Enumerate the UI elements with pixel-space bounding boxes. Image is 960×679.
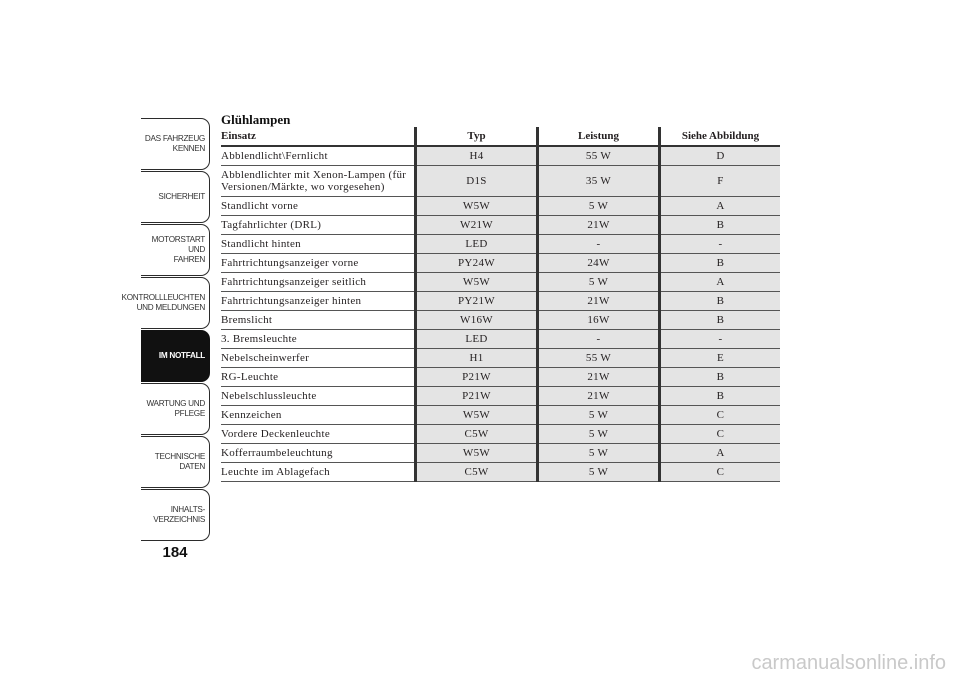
cell-abbildung: A [660,273,781,292]
cell-einsatz: Bremslicht [221,311,416,330]
cell-einsatz: Nebelscheinwerfer [221,349,416,368]
cell-abbildung: D [660,146,781,166]
table-row [221,444,780,463]
cell-typ: W5W [416,444,538,463]
tab-das-fahrzeug-kennen[interactable]: DAS FAHRZEUG KENNEN [141,118,210,170]
table-row [221,311,780,330]
cell-abbildung: B [660,292,781,311]
tab-kontrollleuchten[interactable]: KONTROLLLEUCHTEN UND MELDUNGEN [141,277,210,329]
cell-leistung: 21W [538,368,660,387]
cell-einsatz: Fahrtrichtungsanzeiger hinten [221,292,416,311]
cell-typ: W5W [416,273,538,292]
tab-im-notfall[interactable]: IM NOTFALL [141,330,210,382]
tab-sicherheit[interactable]: SICHERHEIT [141,171,210,223]
table-row [221,146,780,166]
table-row [221,425,780,444]
cell-leistung: 16W [538,311,660,330]
cell-einsatz: Vordere Deckenleuchte [221,425,416,444]
cell-leistung: 21W [538,292,660,311]
cell-abbildung: B [660,216,781,235]
table-row [221,292,780,311]
section-title: Glühlampen [221,112,291,127]
table-row [221,387,780,406]
table-row [221,349,780,368]
cell-leistung: 21W [538,216,660,235]
cell-leistung: 5 W [538,444,660,463]
cell-abbildung: - [660,235,781,254]
cell-typ: W5W [416,197,538,216]
cell-leistung: 5 W [538,463,660,482]
cell-typ: C5W [416,425,538,444]
table-row [221,273,780,292]
cell-typ: W5W [416,406,538,425]
table-row [221,254,780,273]
cell-typ: P21W [416,387,538,406]
cell-einsatz: Fahrtrichtungsanzeiger seitlich [221,273,416,292]
page-number: 184 [162,544,188,561]
cell-typ: D1S [416,166,538,197]
cell-typ: PY21W [416,292,538,311]
table-row [221,330,780,349]
tab-inhaltsverzeichnis[interactable]: INHALTS- VERZEICHNIS [141,489,210,541]
cell-einsatz: Standlicht vorne [221,197,416,216]
cell-typ: H1 [416,349,538,368]
cell-leistung: 5 W [538,406,660,425]
cell-leistung: - [538,330,660,349]
cell-abbildung: C [660,463,781,482]
table-row [221,235,780,254]
column-header-einsatz: Einsatz [221,127,416,146]
cell-leistung: 5 W [538,273,660,292]
table-row [221,368,780,387]
cell-abbildung: B [660,254,781,273]
cell-einsatz: Fahrtrichtungsanzeiger vorne [221,254,416,273]
cell-einsatz: Abblendlichter mit Xenon-Lampen (für Versionen/Märkte, wo vorgesehen) [221,166,416,197]
cell-einsatz: Abblendlicht\Fernlicht [221,146,416,166]
cell-abbildung: B [660,368,781,387]
cell-einsatz: RG-Leuchte [221,368,416,387]
cell-leistung: 5 W [538,425,660,444]
cell-typ: LED [416,330,538,349]
cell-abbildung: - [660,330,781,349]
cell-einsatz: 3. Bremsleuchte [221,330,416,349]
tab-wartung-und-pflege[interactable]: WARTUNG UND PFLEGE [141,383,210,435]
cell-abbildung: B [660,311,781,330]
cell-leistung: - [538,235,660,254]
cell-typ: W21W [416,216,538,235]
cell-einsatz: Kofferraumbeleuchtung [221,444,416,463]
cell-leistung: 21W [538,387,660,406]
table-row [221,197,780,216]
table-row [221,463,780,482]
table-row [221,216,780,235]
column-header-abbildung: Siehe Abbildung [660,127,781,146]
cell-abbildung: F [660,166,781,197]
cell-abbildung: E [660,349,781,368]
cell-abbildung: C [660,406,781,425]
cell-einsatz: Leuchte im Ablagefach [221,463,416,482]
cell-typ: W16W [416,311,538,330]
watermark: carmanualsonline.info [751,652,946,674]
cell-abbildung: B [660,387,781,406]
cell-leistung: 24W [538,254,660,273]
table-row [221,406,780,425]
cell-einsatz: Standlicht hinten [221,235,416,254]
cell-einsatz: Kennzeichen [221,406,416,425]
cell-typ: H4 [416,146,538,166]
cell-typ: PY24W [416,254,538,273]
table-row [221,166,780,197]
cell-abbildung: A [660,444,781,463]
cell-typ: LED [416,235,538,254]
cell-einsatz: Nebelschlussleuchte [221,387,416,406]
cell-einsatz: Tagfahrlichter (DRL) [221,216,416,235]
column-header-leistung: Leistung [538,127,660,146]
bulb-table [221,127,780,482]
cell-leistung: 5 W [538,197,660,216]
column-header-typ: Typ [416,127,538,146]
table-header-row [221,127,780,146]
cell-leistung: 55 W [538,349,660,368]
tab-technische-daten[interactable]: TECHNISCHE DATEN [141,436,210,488]
cell-abbildung: C [660,425,781,444]
cell-abbildung: A [660,197,781,216]
cell-typ: C5W [416,463,538,482]
tab-motorstart-und-fahren[interactable]: MOTORSTART UND FAHREN [141,224,210,276]
cell-typ: P21W [416,368,538,387]
cell-leistung: 35 W [538,166,660,197]
cell-leistung: 55 W [538,146,660,166]
